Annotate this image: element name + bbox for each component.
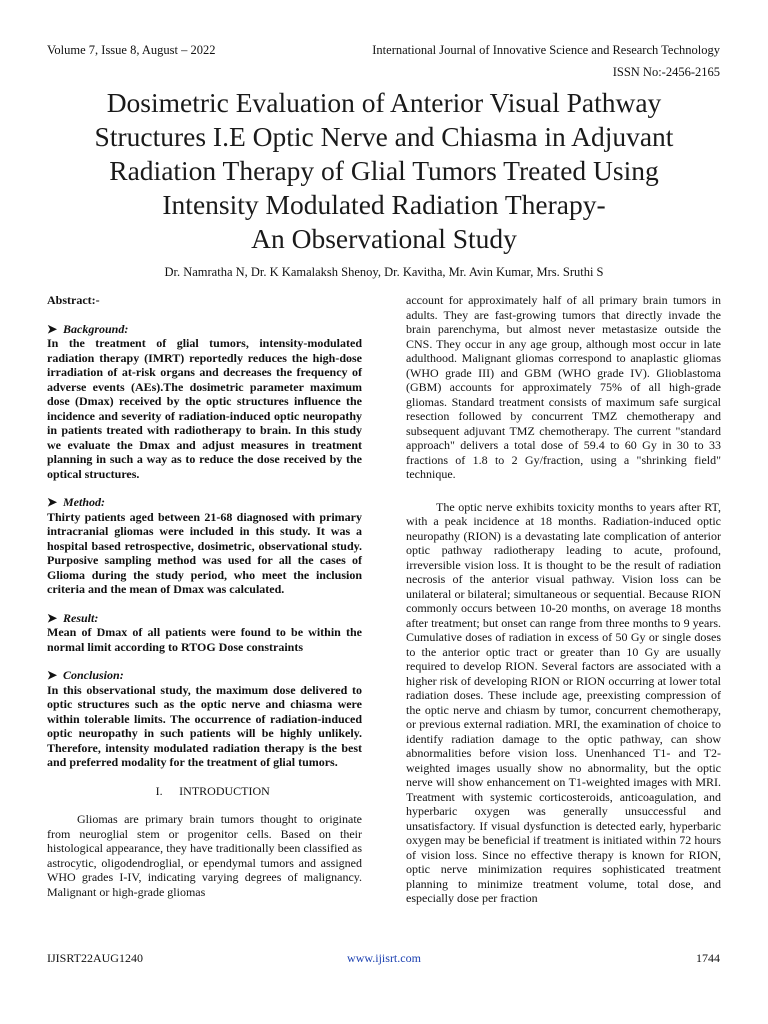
right-column <box>406 293 721 906</box>
intro-paragraph: The optic nerve exhibits toxicity months to years after RT, with a peak incidence at 18 months. Radiation-induced optic neuropathy (RION) is a devastating late complication of anterior optic pathway radiotherapy leading to acute, profound, irreversible vision loss. It is thought to be the result of radiation necrosis of the anterior visual pathway. Vision loss can be unilateral or bilateral; simultaneous or sequential. Because RION commonly occurs between 10-20 months, on average 18 months after treatment; but onset can range from three months to 9 years. Cumulative doses of radiation in excess of 50 Gy or single doses to the anterior optic tract or greater than 10 Gy are usually required to develop RION. Several factors are associated with a higher risk of developing RION or RION occurring at lower total radiation doses. These include age, preexisting compression of the optic nerve and chiasm by tumor, concurrent chemotherapy, or previous external radiation. MRI, the examination of choice to identify radiation damage to the optic pathway, can show abnormalities before vision loss. Unenhanced T1- and T2-weighted images usually show no abnormality, but the optic nerve will show enhancement on T1-weighted images with MRI. Treatment with systemic corticosteroids, anticoagulation, and hyperbaric oxygen was generally unsuccessful and unsatisfactory. If visual dysfunction is detected early, hyperbaric oxygen may be beneficial if treatment is initiated within 72 hours of vision loss. Since no effective therapy is known for RION, optic nerve minimization requires sophisticated treatment planning to minimize treatment volume, total dose, and especially dose per fraction <box>406 499 721 905</box>
article-id: IJISRT22AUG1240 <box>47 951 143 965</box>
conclusion-heading: Conclusion: <box>63 668 124 682</box>
bullet-arrow-icon: ➤ <box>47 668 58 682</box>
left-column <box>47 293 362 899</box>
bullet-arrow-icon: ➤ <box>47 495 58 509</box>
issn: ISSN No:-2456-2165 <box>612 65 720 79</box>
abstract-result <box>47 611 362 655</box>
paper-title <box>40 86 728 256</box>
title-line: Dosimetric Evaluation of Anterior Visual Pathway <box>106 87 662 118</box>
conclusion-text: In this observational study, the maximum dose delivered to optic structures such as the optic nerve and chiasma were within tolerable limits. The occurrence of radiation-induced optic neuropathy in such patients will be highly unlikely. Therefore, intensity modulated radiation therapy is the best and preferred modality for the treatment of glial tumors. <box>47 682 362 769</box>
section-number: I. <box>155 783 163 798</box>
abstract-label: Abstract:- <box>47 293 100 307</box>
background-heading: Background: <box>63 321 129 336</box>
author-list: Dr. Namratha N, Dr. K Kamalaksh Shenoy, Dr. Kavitha, Mr. Avin Kumar, Mrs. Sruthi S <box>164 265 604 279</box>
journal-url-link[interactable]: www.ijisrt.com <box>347 951 421 965</box>
title-line: An Observational Study <box>251 223 517 254</box>
result-heading: Result: <box>63 610 99 625</box>
abstract-background <box>47 322 362 482</box>
section-heading-introduction <box>47 784 362 799</box>
method-heading: Method: <box>63 495 105 509</box>
title-line: Intensity Modulated Radiation Therapy- <box>162 189 606 220</box>
abstract-method <box>47 495 362 597</box>
title-line: Radiation Therapy of Glial Tumors Treated Using <box>109 155 659 186</box>
page-number: 1744 <box>696 951 720 965</box>
abstract-conclusion <box>47 668 362 770</box>
bullet-arrow-icon: ➤ <box>47 321 58 336</box>
journal-name: International Journal of Innovative Science and Research Technology <box>372 43 720 57</box>
intro-paragraph-continued: account for approximately half of all primary brain tumors in adults. They are fast-growing tumors that directly invade the brain parenchyma, but almost never metastasize outside the CNS. They occur in any age group, although most occur in late adulthood. Malignant gliomas correspond to anaplastic gliomas (WHO grade III) and GBM (WHO grade IV). Glioblastoma (GBM) accounts for approximately 75% of all high-grade gliomas. Standard treatment consists of maximum safe surgical resection followed by concurrent TMZ chemotherapy and subsequent adjuvant TMZ chemotherapy. The current "standard approach" delivers a total dose of 59.4 to 60 Gy in 30 to 33 fractions of 1.8 to 2 Gy/fraction, using a "shrinking field" technique. <box>406 293 721 481</box>
title-line: Structures I.E Optic Nerve and Chiasma in Adjuvant <box>94 121 674 152</box>
section-title: INTRODUCTION <box>179 783 270 798</box>
result-text: Mean of Dmax of all patients were found to be within the normal limit according to RTOG Dose constraints <box>47 625 362 654</box>
method-text: Thirty patients aged between 21-68 diagnosed with primary intracranial gliomas were included in this study. It was a hospital based retrospective, dosimetric, observational study. Purposive sampling method was used for all the cases of Glioma during the study period, who meet the inclusion criteria and the mean of Dmax was calculated. <box>47 509 362 596</box>
journal-volume: Volume 7, Issue 8, August – 2022 <box>47 43 216 57</box>
background-text: In the treatment of glial tumors, intensity-modulated radiation therapy (IMRT) reportedly reduces the high-dose irradiation of at-risk organs and decreases the frequency of adverse events (AEs).The dosimetric parameter maximum dose (Dmax) received by the optic structures influence the incidence and severity of radiation-induced optic neuropathy in patients treated with radiotherapy to brain. In this study we evaluate the Dmax and adjust measures in treatment planning in such a way as to reduce the dose received by the optical structures. <box>47 336 362 481</box>
intro-paragraph: Gliomas are primary brain tumors thought to originate from neuroglial stem or progenitor cells. Based on their histological appearance, they have traditionally been classified as astrocytic, oligodendroglial, or ependymal tumors and assigned WHO grades I-IV, indicating varying degrees of malignancy. Malignant or high-grade gliomas <box>47 812 362 899</box>
bullet-arrow-icon: ➤ <box>47 610 58 625</box>
